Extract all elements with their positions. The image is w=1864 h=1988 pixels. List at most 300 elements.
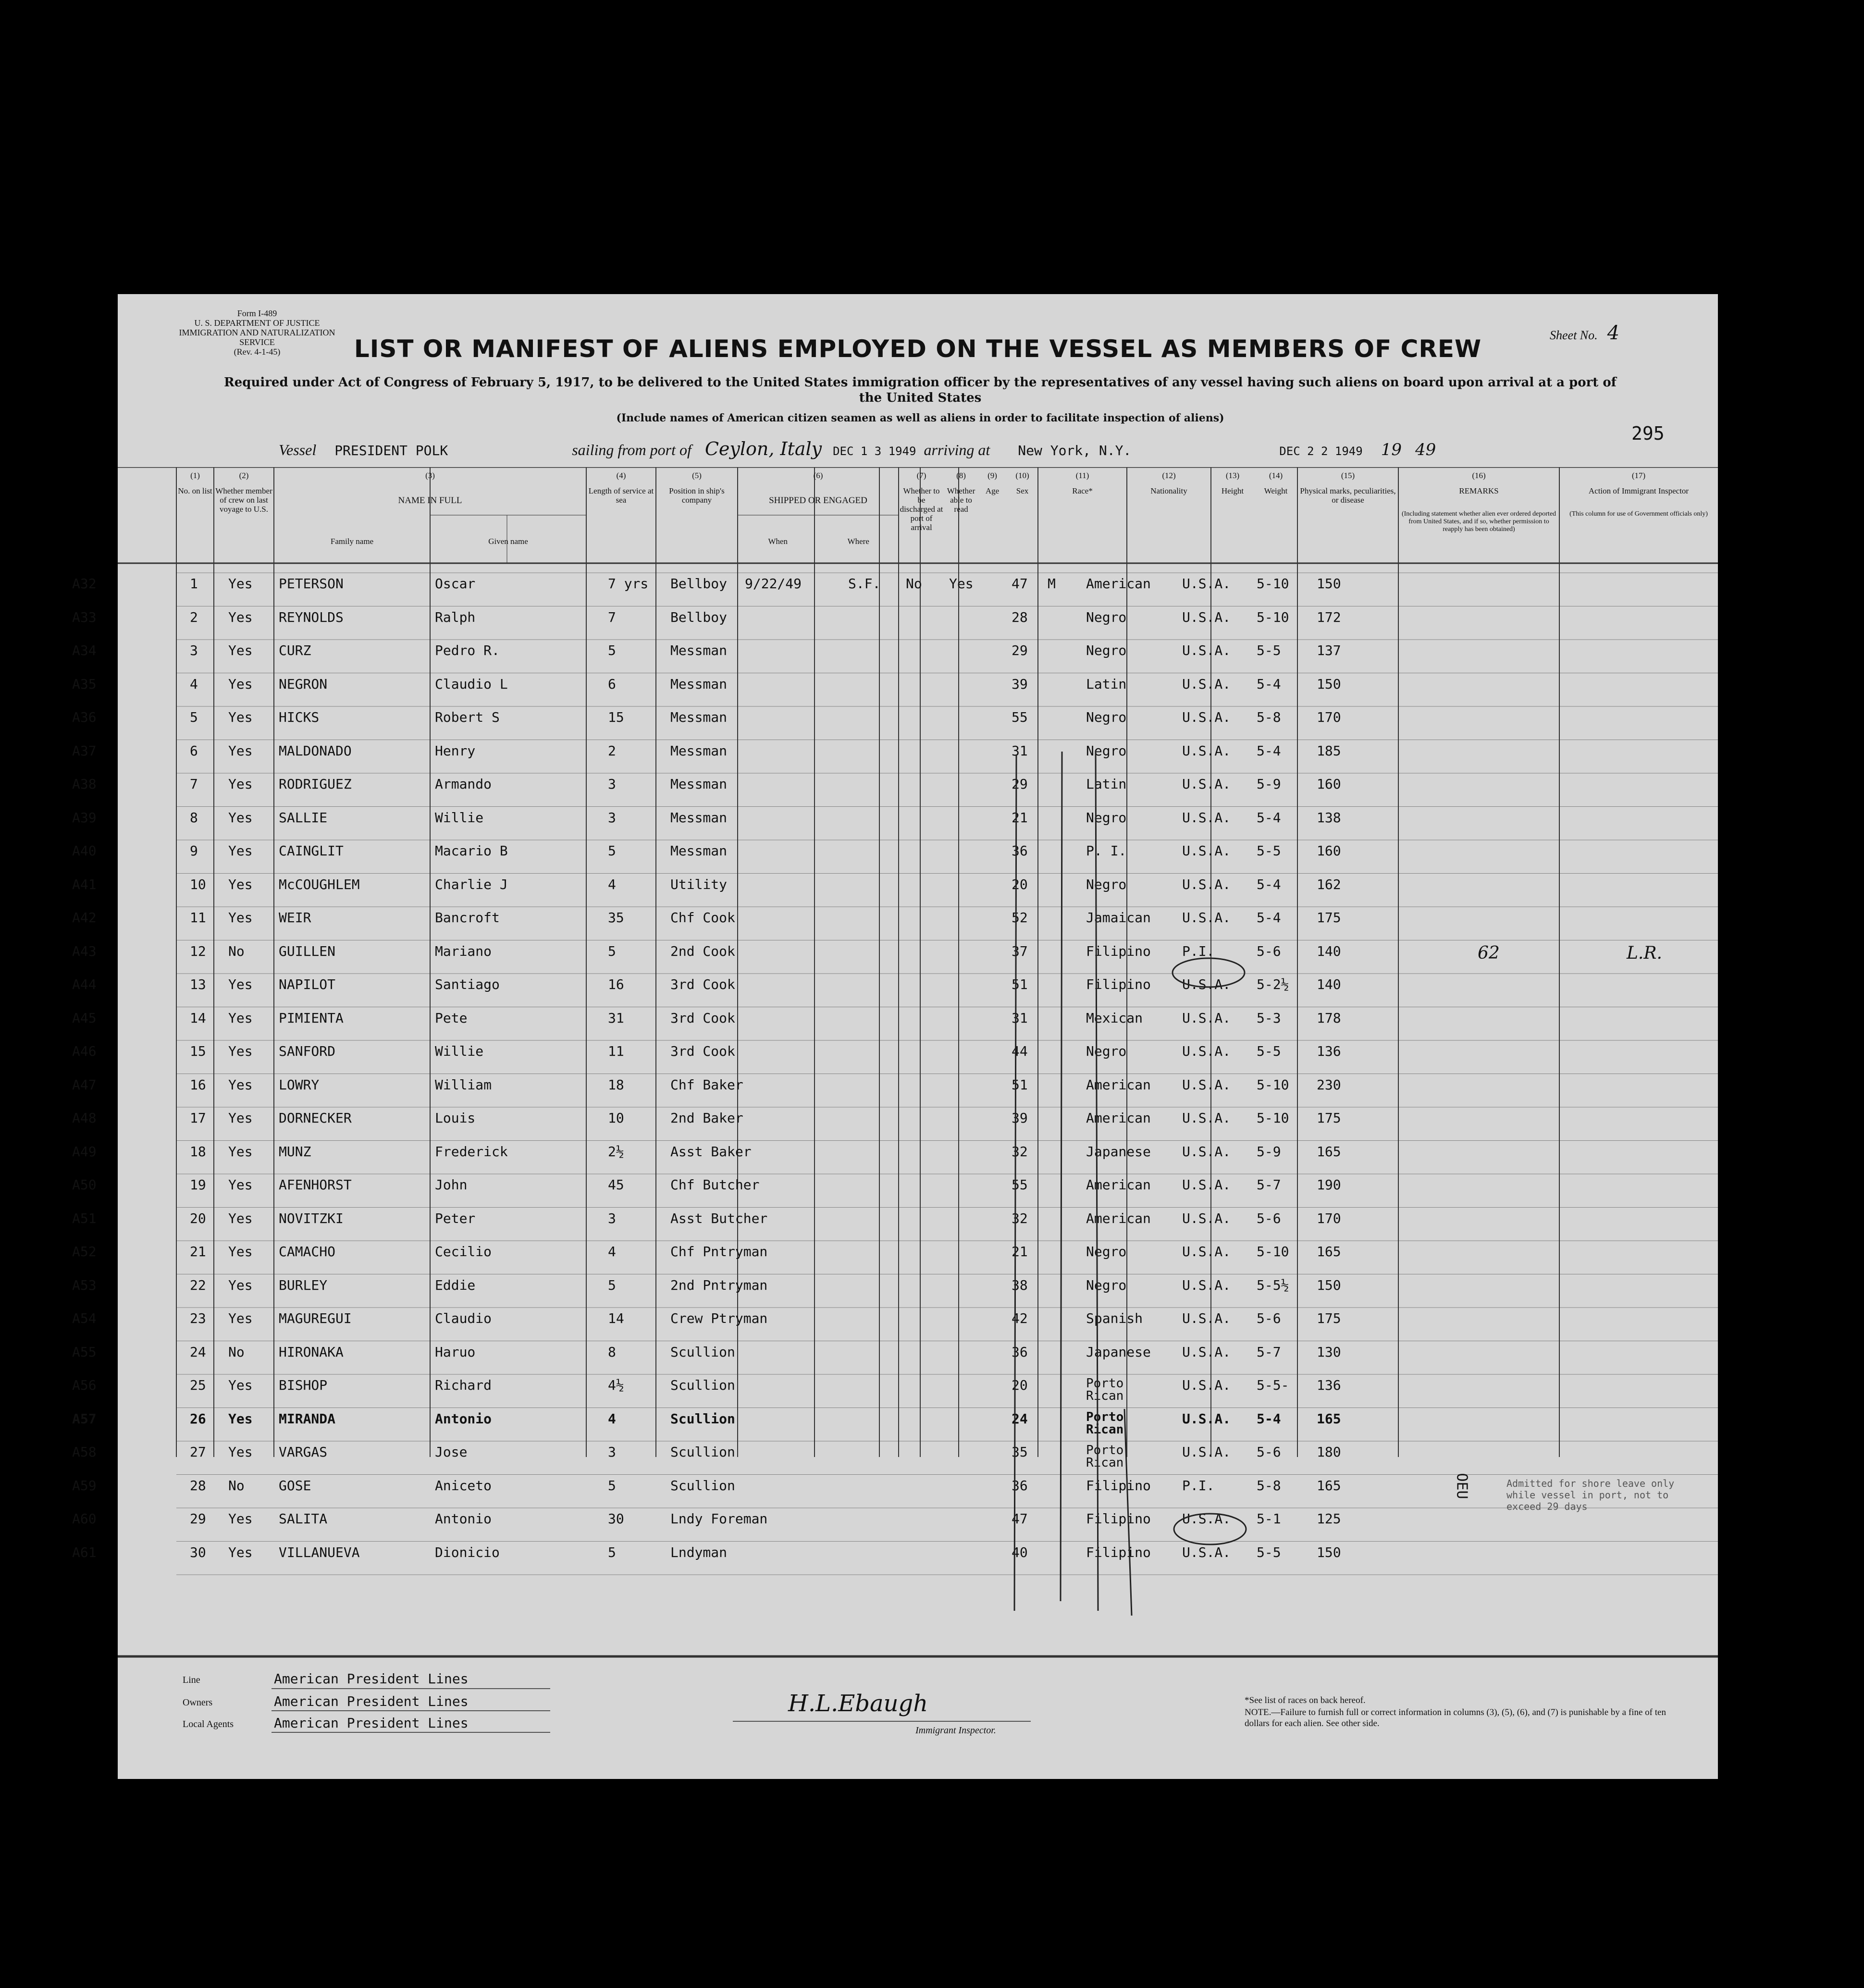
cell-given: Eddie xyxy=(435,1277,476,1293)
cell-no: 20 xyxy=(190,1210,206,1226)
cell-last: Yes xyxy=(228,709,253,725)
cell-race: Mexican xyxy=(1086,1010,1143,1026)
cell-height: 5-5½ xyxy=(1257,1277,1289,1293)
cell-family: NAPILOT xyxy=(279,976,336,992)
cell-code: A52 xyxy=(72,1244,97,1259)
cell-weight: 165 xyxy=(1317,1410,1341,1427)
column-note: (This column for use of Government officials only) xyxy=(1569,510,1708,518)
cell-code: A35 xyxy=(72,676,97,692)
cell-service: 14 xyxy=(608,1310,624,1326)
cell-last: Yes xyxy=(228,742,253,759)
cell-no: 19 xyxy=(190,1177,206,1193)
cell-age: 38 xyxy=(1012,1277,1028,1293)
cell-family: MAGUREGUI xyxy=(279,1310,352,1326)
cell-last: Yes xyxy=(228,1377,253,1393)
cell-last: No xyxy=(228,943,245,959)
cell-family: PETERSON xyxy=(279,576,344,592)
form-title: LIST OR MANIFEST OF ALIENS EMPLOYED ON THE VESSEL AS MEMBERS OF CREW xyxy=(354,335,1482,363)
cell-family: AFENHORST xyxy=(279,1177,352,1193)
cell-age: 32 xyxy=(1012,1143,1028,1160)
column-sublabel: When xyxy=(768,537,788,546)
cell-nat: U.S.A. xyxy=(1182,1544,1231,1560)
cell-code: A51 xyxy=(72,1210,97,1226)
cell-age: 20 xyxy=(1012,876,1028,892)
cell-height: 5-5 xyxy=(1257,1544,1281,1560)
column-number: (10) xyxy=(1015,471,1029,480)
cell-service: 5 xyxy=(608,843,616,859)
cell-weight: 175 xyxy=(1317,1310,1341,1326)
cell-remarks: 62 xyxy=(1478,943,1500,963)
cell-service: 11 xyxy=(608,1043,624,1059)
column-number: (14) xyxy=(1269,471,1283,480)
cell-race: Filipino xyxy=(1086,943,1151,959)
cell-given: Pete xyxy=(435,1010,468,1026)
races-note: *See list of races on back hereof. xyxy=(1245,1695,1366,1705)
cell-disch: No xyxy=(906,576,922,592)
cell-height: 5-7 xyxy=(1257,1177,1281,1193)
cell-race: Jamaican xyxy=(1086,910,1151,926)
cell-nat: U.S.A. xyxy=(1182,642,1231,658)
cell-last: Yes xyxy=(228,609,253,625)
cell-age: 44 xyxy=(1012,1043,1028,1059)
cell-code: A48 xyxy=(72,1110,97,1126)
cell-service: 4 xyxy=(608,876,616,892)
cell-read: Yes xyxy=(949,576,974,592)
line-value: American President Lines xyxy=(274,1671,469,1687)
cell-race: Porto Rican xyxy=(1086,1376,1124,1403)
cell-race: Filipino xyxy=(1086,1511,1151,1527)
cell-given: Armando xyxy=(435,776,492,792)
cell-given: Santiago xyxy=(435,976,500,992)
cell-family: CAINGLIT xyxy=(279,843,344,859)
cell-code: A55 xyxy=(72,1344,97,1360)
cell-weight: 125 xyxy=(1317,1511,1341,1527)
cell-code: A61 xyxy=(72,1544,97,1560)
column-label: Nationality xyxy=(1150,486,1187,495)
cell-last: Yes xyxy=(228,1511,253,1527)
vessel-name: PRESIDENT POLK xyxy=(334,443,448,458)
cell-family: GOSE xyxy=(279,1477,311,1494)
cell-height: 5-6 xyxy=(1257,1210,1281,1226)
cell-code: A49 xyxy=(72,1143,97,1160)
column-number: (11) xyxy=(1075,471,1089,480)
cell-no: 11 xyxy=(190,910,206,926)
cell-no: 17 xyxy=(190,1110,206,1126)
cell-nat: U.S.A. xyxy=(1182,809,1231,826)
cell-given: Aniceto xyxy=(435,1477,492,1494)
cell-nat: U.S.A. xyxy=(1182,1244,1231,1259)
cell-race: Negro xyxy=(1086,1277,1127,1293)
cell-weight: 130 xyxy=(1317,1344,1341,1360)
cell-weight: 190 xyxy=(1317,1177,1341,1193)
cell-family: SALLIE xyxy=(279,809,328,826)
cell-code: A50 xyxy=(72,1177,97,1193)
cell-race: American xyxy=(1086,576,1151,592)
cell-code: A57 xyxy=(72,1410,97,1427)
column-number: (15) xyxy=(1341,471,1355,480)
cell-service: 3 xyxy=(608,1444,616,1460)
cell-code: A42 xyxy=(72,910,97,926)
cell-age: 39 xyxy=(1012,1110,1028,1126)
cell-code: A43 xyxy=(72,943,97,959)
cell-position: Lndy Foreman xyxy=(670,1511,768,1527)
cell-age: 35 xyxy=(1012,1444,1028,1460)
form-id: Form I-489 U. S. DEPARTMENT OF JUSTICE IMMIGRATION AND NATURALIZATION SERVICE (Rev. 4-1-45) xyxy=(179,309,335,357)
cell-weight: 160 xyxy=(1317,843,1341,859)
cell-no: 9 xyxy=(190,843,198,859)
cell-given: Mariano xyxy=(435,943,492,959)
cell-position: 2nd Cook xyxy=(670,943,735,959)
cell-last: Yes xyxy=(228,1310,253,1326)
column-label: SHIPPED OR ENGAGED xyxy=(769,495,867,506)
column-label: Position in ship's company xyxy=(669,486,725,505)
cell-family: REYNOLDS xyxy=(279,609,344,625)
cell-height: 5-5 xyxy=(1257,1043,1281,1059)
cell-no: 27 xyxy=(190,1444,206,1460)
cell-age: 21 xyxy=(1012,809,1028,826)
cell-position: Bellboy xyxy=(670,576,728,592)
cell-weight: 172 xyxy=(1317,609,1341,625)
cell-family: HIRONAKA xyxy=(279,1344,344,1360)
cell-sex: M xyxy=(1048,576,1056,592)
cell-race: American xyxy=(1086,1177,1151,1193)
cell-last: Yes xyxy=(228,1177,253,1193)
cell-position: Messman xyxy=(670,742,728,759)
cell-nat: P.I. xyxy=(1182,1477,1215,1494)
cell-family: SALITA xyxy=(279,1511,328,1527)
cell-position: Asst Butcher xyxy=(670,1210,768,1226)
cell-given: John xyxy=(435,1177,468,1193)
cell-height: 5-1 xyxy=(1257,1511,1281,1527)
cell-family: MIRANDA xyxy=(279,1410,336,1427)
cell-given: Claudio xyxy=(435,1310,492,1326)
cell-family: VILLANUEVA xyxy=(279,1544,360,1560)
cell-given: Bancroft xyxy=(435,910,500,926)
column-label: Length of service at sea xyxy=(588,486,654,505)
cell-service: 2½ xyxy=(608,1143,624,1160)
cell-given: Peter xyxy=(435,1210,476,1226)
cell-no: 14 xyxy=(190,1010,206,1026)
cell-service: 5 xyxy=(608,642,616,658)
cell-family: VARGAS xyxy=(279,1444,328,1460)
cell-weight: 170 xyxy=(1317,1210,1341,1226)
cell-last: Yes xyxy=(228,1444,253,1460)
cell-age: 31 xyxy=(1012,742,1028,759)
cell-given: Richard xyxy=(435,1377,492,1393)
cell-race: Latin xyxy=(1086,676,1127,692)
cell-height: 5-9 xyxy=(1257,1143,1281,1160)
cell-race: Filipino xyxy=(1086,1544,1151,1560)
cell-no: 10 xyxy=(190,876,206,892)
cell-given: Oscar xyxy=(435,576,476,592)
port-to: New York, N.Y. xyxy=(1018,443,1132,458)
cell-service: 6 xyxy=(608,676,616,692)
cell-weight: 165 xyxy=(1317,1477,1341,1494)
cell-service: 5 xyxy=(608,1277,616,1293)
cell-family: DORNECKER xyxy=(279,1110,352,1126)
cell-position: Chf Baker xyxy=(670,1076,743,1093)
column-label: Race* xyxy=(1072,486,1093,495)
cell-remarks: Admitted for shore leave only while vessel in port, not to exceed 29 days xyxy=(1506,1477,1675,1512)
inspector-signature: H.L.Ebaugh xyxy=(788,1690,928,1717)
column-number: (9) xyxy=(988,471,997,480)
cell-family: HICKS xyxy=(279,709,320,725)
cell-nat: U.S.A. xyxy=(1182,1210,1231,1226)
cell-no: 4 xyxy=(190,676,198,692)
cell-last: Yes xyxy=(228,1244,253,1259)
column-label: Whether member of crew on last voyage to U.S. xyxy=(215,486,272,514)
cell-position: 3rd Cook xyxy=(670,1043,735,1059)
column-label: No. on list xyxy=(178,486,212,495)
cell-weight: 137 xyxy=(1317,642,1341,658)
cell-height: 5-4 xyxy=(1257,676,1281,692)
cell-service: 7 yrs xyxy=(608,576,649,592)
cell-age: 21 xyxy=(1012,1244,1028,1259)
cell-last: No xyxy=(228,1477,245,1494)
cell-last: Yes xyxy=(228,1043,253,1059)
cell-given: Antonio xyxy=(435,1511,492,1527)
cell-code: A54 xyxy=(72,1310,97,1326)
cell-race: Negro xyxy=(1086,1244,1127,1259)
column-label: Height xyxy=(1221,486,1244,495)
cell-family: BURLEY xyxy=(279,1277,328,1293)
cell-given: Henry xyxy=(435,742,476,759)
cell-code: A36 xyxy=(72,709,97,725)
cell-weight: 165 xyxy=(1317,1244,1341,1259)
cell-where: S.F. xyxy=(848,576,881,592)
cell-nat: U.S.A. xyxy=(1182,1110,1231,1126)
column-note: (Including statement whether alien ever ordered deported from United States, and if so, whether permission to reapply has been obtained) xyxy=(1401,510,1556,533)
cell-height: 5-6 xyxy=(1257,1444,1281,1460)
cell-position: 3rd Cook xyxy=(670,1010,735,1026)
cell-race: Filipino xyxy=(1086,976,1151,992)
cell-nat: U.S.A. xyxy=(1182,609,1231,625)
cell-position: 2nd Pntryman xyxy=(670,1277,768,1293)
cell-position: Lndyman xyxy=(670,1544,728,1560)
cell-given: Cecilio xyxy=(435,1244,492,1259)
cell-nat: U.S.A. xyxy=(1182,776,1231,792)
cell-service: 4 xyxy=(608,1244,616,1259)
cell-nat: U.S.A. xyxy=(1182,676,1231,692)
cell-position: Asst Baker xyxy=(670,1143,752,1160)
cell-age: 36 xyxy=(1012,1477,1028,1494)
cell-weight: 162 xyxy=(1317,876,1341,892)
cell-last: Yes xyxy=(228,1110,253,1126)
cell-family: MUNZ xyxy=(279,1143,311,1160)
cell-family: NOVITZKI xyxy=(279,1210,344,1226)
cell-last: Yes xyxy=(228,1544,253,1560)
footer-rules xyxy=(118,294,1718,1779)
cell-age: 32 xyxy=(1012,1210,1028,1226)
cell-weight: 175 xyxy=(1317,1110,1341,1126)
cell-weight: 170 xyxy=(1317,709,1341,725)
cell-no: 12 xyxy=(190,943,206,959)
cell-height: 5-4 xyxy=(1257,809,1281,826)
cell-nat: U.S.A. xyxy=(1182,1410,1231,1427)
cell-weight: 150 xyxy=(1317,1277,1341,1293)
cell-age: 55 xyxy=(1012,1177,1028,1193)
cell-nat: U.S.A. xyxy=(1182,1010,1231,1026)
cell-nat: U.S.A. xyxy=(1182,709,1231,725)
cell-position: Messman xyxy=(670,776,728,792)
cell-no: 22 xyxy=(190,1277,206,1293)
column-number: (17) xyxy=(1631,471,1646,480)
column-number: (16) xyxy=(1472,471,1486,480)
cell-weight: 175 xyxy=(1317,910,1341,926)
column-number: (13) xyxy=(1225,471,1240,480)
cell-given: Macario B xyxy=(435,843,508,859)
cell-code: A41 xyxy=(72,876,97,892)
cell-code: A34 xyxy=(72,642,97,658)
page-number: 295 xyxy=(1631,423,1665,444)
cell-no: 30 xyxy=(190,1544,206,1560)
cell-weight: 136 xyxy=(1317,1043,1341,1059)
cell-given: Jose xyxy=(435,1444,468,1460)
cell-weight: 185 xyxy=(1317,742,1341,759)
cell-position: Messman xyxy=(670,843,728,859)
cell-position: Messman xyxy=(670,676,728,692)
cell-height: 5-6 xyxy=(1257,943,1281,959)
cell-race: Latin xyxy=(1086,776,1127,792)
cell-weight: 150 xyxy=(1317,676,1341,692)
cell-code: A32 xyxy=(72,576,97,592)
cell-age: 36 xyxy=(1012,843,1028,859)
column-number: (3) xyxy=(425,471,435,480)
cell-weight: 140 xyxy=(1317,943,1341,959)
cell-age: 55 xyxy=(1012,709,1028,725)
voyage-line: Vessel PRESIDENT POLK sailing from port of Ceylon, Italy DEC 1 3 1949 arriving at New York, N.Y. DEC 2 2 1949 19 49 xyxy=(279,438,1436,459)
cell-service: 4 xyxy=(608,1410,616,1427)
cell-position: Crew Ptryman xyxy=(670,1310,768,1326)
cell-nat: U.S.A. xyxy=(1182,742,1231,759)
cell-race: Negro xyxy=(1086,876,1127,892)
cell-nat: U.S.A. xyxy=(1182,910,1231,926)
cell-height: 5-7 xyxy=(1257,1344,1281,1360)
cell-last: Yes xyxy=(228,1210,253,1226)
cell-last: Yes xyxy=(228,1010,253,1026)
cell-given: William xyxy=(435,1076,492,1093)
cell-code: A56 xyxy=(72,1377,97,1393)
cell-race: American xyxy=(1086,1076,1151,1093)
cell-height: 5-4 xyxy=(1257,876,1281,892)
cell-nat: U.S.A. xyxy=(1182,1043,1231,1059)
cell-age: 24 xyxy=(1012,1410,1028,1427)
cell-age: 39 xyxy=(1012,676,1028,692)
cell-family: MALDONADO xyxy=(279,742,352,759)
cell-race: Japanese xyxy=(1086,1143,1151,1160)
cell-no: 18 xyxy=(190,1143,206,1160)
cell-weight: 138 xyxy=(1317,809,1341,826)
cell-age: 51 xyxy=(1012,1076,1028,1093)
cell-nat: U.S.A. xyxy=(1182,1076,1231,1093)
cell-height: 5-10 xyxy=(1257,1110,1289,1126)
cell-service: 3 xyxy=(608,809,616,826)
cell-last: Yes xyxy=(228,1410,253,1427)
cell-service: 18 xyxy=(608,1076,624,1093)
cell-no: 5 xyxy=(190,709,198,725)
column-sublabel: Given name xyxy=(488,537,528,546)
cell-height: 5-10 xyxy=(1257,1244,1289,1259)
cell-nat: U.S.A. xyxy=(1182,1344,1231,1360)
cell-given: Louis xyxy=(435,1110,476,1126)
cell-given: Haruo xyxy=(435,1344,476,1360)
cell-weight: 150 xyxy=(1317,576,1341,592)
line-label: Line xyxy=(183,1675,200,1685)
cell-family: RODRIGUEZ xyxy=(279,776,352,792)
cell-code: A60 xyxy=(72,1511,97,1527)
cell-height: 5-10 xyxy=(1257,609,1289,625)
cell-position: Scullion xyxy=(670,1377,735,1393)
cell-service: 45 xyxy=(608,1177,624,1193)
cell-family: BISHOP xyxy=(279,1377,328,1393)
cell-age: 40 xyxy=(1012,1544,1028,1560)
cell-weight: 230 xyxy=(1317,1076,1341,1093)
cell-position: 3rd Cook xyxy=(670,976,735,992)
cell-no: 13 xyxy=(190,976,206,992)
cell-family: PIMIENTA xyxy=(279,1010,344,1026)
cell-nat: U.S.A. xyxy=(1182,1277,1231,1293)
cell-service: 5 xyxy=(608,943,616,959)
cell-weight: 160 xyxy=(1317,776,1341,792)
column-number: (4) xyxy=(616,471,626,480)
cell-weight: 140 xyxy=(1317,976,1341,992)
cell-nat: U.S.A. xyxy=(1182,1143,1231,1160)
cell-nat: U.S.A. xyxy=(1182,976,1231,992)
cell-height: 5-8 xyxy=(1257,1477,1281,1494)
column-number: (6) xyxy=(813,471,823,480)
cell-service: 3 xyxy=(608,1210,616,1226)
cell-given: Willie xyxy=(435,1043,484,1059)
cell-height: 5-8 xyxy=(1257,709,1281,725)
stamp-to: DEC 2 2 1949 xyxy=(1279,445,1363,458)
cell-no: 7 xyxy=(190,776,198,792)
cell-position: Chf Pntryman xyxy=(670,1244,768,1259)
cell-height: 5-4 xyxy=(1257,742,1281,759)
cell-no: 15 xyxy=(190,1043,206,1059)
cell-race: American xyxy=(1086,1210,1151,1226)
cell-service: 4½ xyxy=(608,1377,624,1393)
cell-nat: U.S.A. xyxy=(1182,1444,1231,1460)
cell-race: Japanese xyxy=(1086,1344,1151,1360)
cell-code: A40 xyxy=(72,843,97,859)
cell-nat: U.S.A. xyxy=(1182,1511,1231,1527)
cell-code: A53 xyxy=(72,1277,97,1293)
cell-height: 5-6 xyxy=(1257,1310,1281,1326)
cell-given: Pedro R. xyxy=(435,642,500,658)
cell-race: Negro xyxy=(1086,742,1127,759)
manifest-sheet xyxy=(72,294,1718,1779)
stamp-from: DEC 1 3 1949 xyxy=(833,445,916,458)
cell-last: Yes xyxy=(228,1277,253,1293)
cell-height: 5-5 xyxy=(1257,843,1281,859)
cell-service: 8 xyxy=(608,1344,616,1360)
form-subtitle: Required under Act of Congress of February 5, 1917, to be delivered to the United States immigration officer by the representatives of any vessel having such aliens on board upon arrival at a port of the United States xyxy=(224,375,1617,405)
cell-last: Yes xyxy=(228,910,253,926)
cell-no: 2 xyxy=(190,609,198,625)
column-number: (5) xyxy=(692,471,702,480)
cell-no: 28 xyxy=(190,1477,206,1494)
cell-weight: 178 xyxy=(1317,1010,1341,1026)
cell-height: 5-5- xyxy=(1257,1377,1289,1393)
cell-nat: U.S.A. xyxy=(1182,1377,1231,1393)
cell-family: CAMACHO xyxy=(279,1244,336,1259)
column-label: Weight xyxy=(1264,486,1288,495)
cell-age: 36 xyxy=(1012,1344,1028,1360)
cell-service: 16 xyxy=(608,976,624,992)
cell-service: 10 xyxy=(608,1110,624,1126)
column-label: Age xyxy=(985,486,1000,495)
column-sublabel: Where xyxy=(847,537,869,546)
